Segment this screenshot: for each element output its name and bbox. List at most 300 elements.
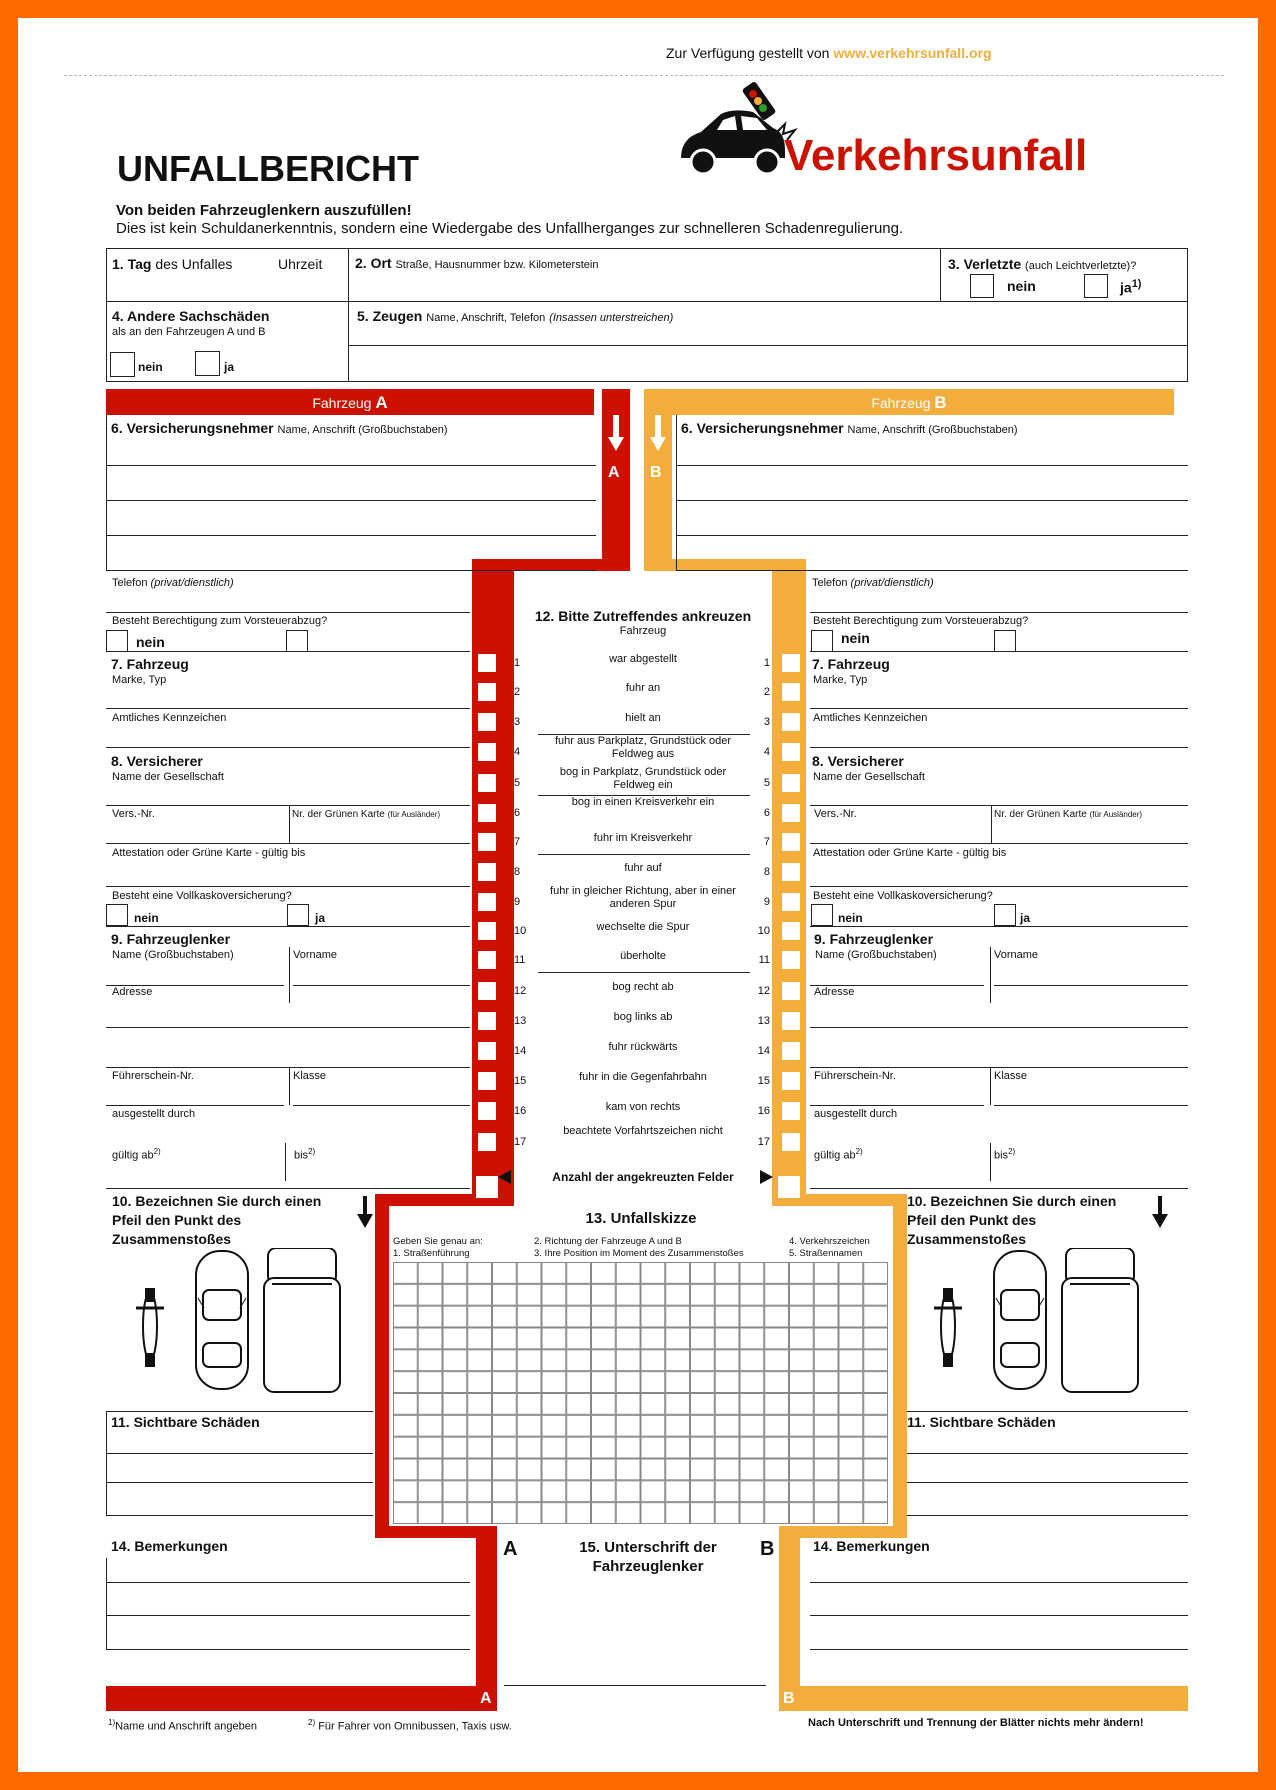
sketch-grid-cell[interactable] bbox=[666, 1415, 690, 1436]
sketch-grid-cell[interactable] bbox=[418, 1263, 442, 1284]
sketch-grid-cell[interactable] bbox=[418, 1350, 442, 1371]
sketch-grid-cell[interactable] bbox=[493, 1284, 517, 1305]
sketch-grid-cell[interactable] bbox=[542, 1481, 566, 1502]
sketch-grid-cell[interactable] bbox=[740, 1459, 764, 1480]
sketch-grid-cell[interactable] bbox=[839, 1394, 863, 1415]
sketch-grid-cell[interactable] bbox=[740, 1437, 764, 1458]
sketch-grid-cell[interactable] bbox=[839, 1372, 863, 1393]
sketch-grid-cell[interactable] bbox=[468, 1284, 492, 1305]
injured-yes-checkbox[interactable] bbox=[1084, 274, 1108, 298]
sketch-grid-cell[interactable] bbox=[790, 1394, 814, 1415]
sketch-grid-cell[interactable] bbox=[592, 1394, 616, 1415]
sketch-grid-cell[interactable] bbox=[616, 1263, 640, 1284]
sketch-grid-cell[interactable] bbox=[517, 1394, 541, 1415]
sketch-grid-cell[interactable] bbox=[691, 1263, 715, 1284]
sketch-grid-cell[interactable] bbox=[567, 1503, 591, 1524]
sketch-grid-cell[interactable] bbox=[418, 1372, 442, 1393]
sketch-grid-cell[interactable] bbox=[394, 1481, 418, 1502]
sketch-grid-cell[interactable] bbox=[765, 1372, 789, 1393]
sketch-grid-cell[interactable] bbox=[517, 1284, 541, 1305]
injured-no-label: nein bbox=[1007, 278, 1036, 294]
sketch-grid-cell[interactable] bbox=[814, 1306, 838, 1327]
sketch-grid-cell[interactable] bbox=[493, 1415, 517, 1436]
sketch-grid-cell[interactable] bbox=[715, 1394, 739, 1415]
sketch-grid-cell[interactable] bbox=[765, 1350, 789, 1371]
a-item-checkbox[interactable] bbox=[478, 683, 496, 701]
sketch-grid-cell[interactable] bbox=[765, 1394, 789, 1415]
sketch-grid-cell[interactable] bbox=[517, 1372, 541, 1393]
sketch-grid-cell[interactable] bbox=[517, 1459, 541, 1480]
sketch-grid-cell[interactable] bbox=[641, 1459, 665, 1480]
sketch-grid-cell[interactable] bbox=[814, 1394, 838, 1415]
sketch-grid-cell[interactable] bbox=[790, 1415, 814, 1436]
sketch-grid-cell[interactable] bbox=[542, 1437, 566, 1458]
sketch-grid-cell[interactable] bbox=[641, 1415, 665, 1436]
a-tax-yes-checkbox[interactable] bbox=[286, 630, 308, 652]
sketch-grid-cell[interactable] bbox=[641, 1350, 665, 1371]
sketch-grid-cell[interactable] bbox=[542, 1503, 566, 1524]
sketch-grid-cell[interactable] bbox=[394, 1459, 418, 1480]
sketch-grid-cell[interactable] bbox=[394, 1284, 418, 1305]
sketch-grid-cell[interactable] bbox=[443, 1503, 467, 1524]
sketch-grid-cell[interactable] bbox=[394, 1328, 418, 1349]
sketch-grid-cell[interactable] bbox=[418, 1284, 442, 1305]
a-tax-no-checkbox[interactable] bbox=[106, 630, 128, 652]
sketch-grid-cell[interactable] bbox=[765, 1481, 789, 1502]
sketch-grid-cell[interactable] bbox=[443, 1394, 467, 1415]
sketch-grid-cell[interactable] bbox=[666, 1394, 690, 1415]
sketch-grid-cell[interactable] bbox=[790, 1372, 814, 1393]
b-item-checkbox[interactable] bbox=[782, 654, 800, 672]
sketch-grid-cell[interactable] bbox=[616, 1284, 640, 1305]
sketch-grid-cell[interactable] bbox=[592, 1481, 616, 1502]
sketch-grid-cell[interactable] bbox=[443, 1437, 467, 1458]
a-item-checkbox[interactable] bbox=[478, 833, 496, 851]
sketch-grid-cell[interactable] bbox=[691, 1503, 715, 1524]
sketch-grid-cell[interactable] bbox=[443, 1481, 467, 1502]
sketch-grid-cell[interactable] bbox=[394, 1263, 418, 1284]
sketch-grid-cell[interactable] bbox=[394, 1306, 418, 1327]
b-item-checkbox[interactable] bbox=[782, 713, 800, 731]
sketch-grid-cell[interactable] bbox=[418, 1415, 442, 1436]
a-item-checkbox[interactable] bbox=[478, 743, 496, 761]
sketch-grid-cell[interactable] bbox=[691, 1481, 715, 1502]
sketch-grid-cell[interactable] bbox=[517, 1437, 541, 1458]
sketch-grid-cell[interactable] bbox=[418, 1503, 442, 1524]
sketch-grid-cell[interactable] bbox=[864, 1437, 888, 1458]
sketch-grid-cell[interactable] bbox=[790, 1459, 814, 1480]
signature-area[interactable] bbox=[504, 1558, 766, 1684]
sketch-grid-cell[interactable] bbox=[691, 1372, 715, 1393]
sketch-grid-cell[interactable] bbox=[493, 1306, 517, 1327]
b-kasko-yes-checkbox[interactable] bbox=[994, 904, 1016, 926]
sketch-grid-cell[interactable] bbox=[641, 1284, 665, 1305]
sketch-grid-cell[interactable] bbox=[864, 1415, 888, 1436]
sketch-grid-cell[interactable] bbox=[715, 1284, 739, 1305]
a-vehicle-diagram[interactable] bbox=[128, 1248, 368, 1398]
sketch-grid-cell[interactable] bbox=[616, 1503, 640, 1524]
sketch-grid-cell[interactable] bbox=[666, 1328, 690, 1349]
sketch-grid-cell[interactable] bbox=[493, 1328, 517, 1349]
sketch-grid-cell[interactable] bbox=[418, 1306, 442, 1327]
b-item-checkbox[interactable] bbox=[782, 1012, 800, 1030]
sketch-grid-cell[interactable] bbox=[691, 1306, 715, 1327]
sketch-grid-cell[interactable] bbox=[691, 1459, 715, 1480]
sketch-grid-cell[interactable] bbox=[666, 1350, 690, 1371]
sketch-grid-cell[interactable] bbox=[592, 1306, 616, 1327]
sketch-grid-cell[interactable] bbox=[864, 1306, 888, 1327]
sketch-grid-cell[interactable] bbox=[765, 1503, 789, 1524]
sketch-grid-cell[interactable] bbox=[394, 1394, 418, 1415]
sketch-grid-cell[interactable] bbox=[740, 1328, 764, 1349]
sketch-grid-cell[interactable] bbox=[468, 1328, 492, 1349]
sketch-grid-cell[interactable] bbox=[468, 1263, 492, 1284]
sketch-grid-cell[interactable] bbox=[641, 1437, 665, 1458]
sketch-grid-cell[interactable] bbox=[592, 1350, 616, 1371]
sketch-grid-cell[interactable] bbox=[864, 1350, 888, 1371]
sketch-grid-cell[interactable] bbox=[814, 1437, 838, 1458]
sketch-grid-cell[interactable] bbox=[567, 1350, 591, 1371]
sketch-grid-cell[interactable] bbox=[666, 1503, 690, 1524]
sketch-grid-cell[interactable] bbox=[666, 1263, 690, 1284]
sketch-grid-cell[interactable] bbox=[641, 1263, 665, 1284]
provided-link[interactable]: www.verkehrsunfall.org bbox=[833, 45, 992, 61]
sketch-grid-cell[interactable] bbox=[418, 1437, 442, 1458]
b-tax-no-checkbox[interactable] bbox=[811, 630, 833, 652]
a-item-checkbox[interactable] bbox=[478, 1012, 496, 1030]
item-number-a: 7 bbox=[514, 836, 521, 848]
b-item-checkbox[interactable] bbox=[782, 804, 800, 822]
sketch-grid-cell[interactable] bbox=[517, 1503, 541, 1524]
sketch-grid-cell[interactable] bbox=[790, 1328, 814, 1349]
sketch-grid-cell[interactable] bbox=[418, 1459, 442, 1480]
sketch-grid-cell[interactable] bbox=[542, 1394, 566, 1415]
sketch-grid-cell[interactable] bbox=[592, 1437, 616, 1458]
sketch-grid-cell[interactable] bbox=[394, 1503, 418, 1524]
sketch-grid-cell[interactable] bbox=[592, 1503, 616, 1524]
sketch-grid-cell[interactable] bbox=[691, 1415, 715, 1436]
sketch-grid-cell[interactable] bbox=[666, 1284, 690, 1305]
sketch-grid-cell[interactable] bbox=[517, 1263, 541, 1284]
sketch-grid-cell[interactable] bbox=[839, 1481, 863, 1502]
sketch-grid-cell[interactable] bbox=[864, 1263, 888, 1284]
sketch-grid-cell[interactable] bbox=[418, 1481, 442, 1502]
sketch-grid-cell[interactable] bbox=[814, 1328, 838, 1349]
sketch-grid-cell[interactable] bbox=[864, 1459, 888, 1480]
sketch-grid-cell[interactable] bbox=[616, 1328, 640, 1349]
sketch-grid-cell[interactable] bbox=[814, 1503, 838, 1524]
sketch-grid-cell[interactable] bbox=[567, 1372, 591, 1393]
sketch-grid-cell[interactable] bbox=[814, 1263, 838, 1284]
b-tax-yes-checkbox[interactable] bbox=[994, 630, 1016, 652]
sketch-grid-cell[interactable] bbox=[567, 1415, 591, 1436]
sketch-grid-cell[interactable] bbox=[443, 1306, 467, 1327]
sketch-grid[interactable] bbox=[393, 1262, 888, 1529]
sketch-grid-cell[interactable] bbox=[493, 1263, 517, 1284]
sketch-grid-cell[interactable] bbox=[517, 1328, 541, 1349]
sketch-grid-cell[interactable] bbox=[715, 1306, 739, 1327]
sketch-grid-cell[interactable] bbox=[666, 1372, 690, 1393]
sketch-grid-cell[interactable] bbox=[765, 1328, 789, 1349]
sketch-grid-cell[interactable] bbox=[814, 1481, 838, 1502]
sketch-grid-cell[interactable] bbox=[715, 1503, 739, 1524]
sketch-grid-cell[interactable] bbox=[443, 1284, 467, 1305]
sketch-grid-cell[interactable] bbox=[443, 1328, 467, 1349]
sketch-grid-cell[interactable] bbox=[864, 1328, 888, 1349]
sketch-grid-cell[interactable] bbox=[666, 1459, 690, 1480]
sketch-grid-cell[interactable] bbox=[765, 1284, 789, 1305]
sketch-grid-cell[interactable] bbox=[517, 1350, 541, 1371]
sketch-grid-cell[interactable] bbox=[715, 1437, 739, 1458]
a-item-checkbox[interactable] bbox=[478, 654, 496, 672]
a-item-checkbox[interactable] bbox=[478, 863, 496, 881]
b-item-checkbox[interactable] bbox=[782, 893, 800, 911]
sketch-grid-cell[interactable] bbox=[592, 1284, 616, 1305]
a-item-checkbox[interactable] bbox=[478, 922, 496, 940]
sketch-grid-cell[interactable] bbox=[691, 1394, 715, 1415]
sketch-grid-cell[interactable] bbox=[616, 1394, 640, 1415]
sketch-grid-cell[interactable] bbox=[567, 1263, 591, 1284]
sketch-grid-cell[interactable] bbox=[839, 1459, 863, 1480]
sketch-grid-cell[interactable] bbox=[443, 1350, 467, 1371]
sketch-grid-cell[interactable] bbox=[641, 1394, 665, 1415]
sketch-grid-cell[interactable] bbox=[517, 1306, 541, 1327]
damage-yes-checkbox[interactable] bbox=[195, 351, 220, 376]
sketch-grid-cell[interactable] bbox=[790, 1263, 814, 1284]
a-item-checkbox[interactable] bbox=[478, 951, 496, 969]
sketch-grid-cell[interactable] bbox=[567, 1394, 591, 1415]
a-count-box[interactable] bbox=[476, 1176, 498, 1198]
sketch-grid-cell[interactable] bbox=[864, 1481, 888, 1502]
a-item-checkbox[interactable] bbox=[478, 982, 496, 1000]
sketch-grid-cell[interactable] bbox=[517, 1481, 541, 1502]
sketch-grid-cell[interactable] bbox=[616, 1306, 640, 1327]
sketch-grid-cell[interactable] bbox=[839, 1284, 863, 1305]
sketch-grid-cell[interactable] bbox=[839, 1503, 863, 1524]
sketch-grid-cell[interactable] bbox=[567, 1481, 591, 1502]
sketch-grid-cell[interactable] bbox=[790, 1284, 814, 1305]
sketch-grid-cell[interactable] bbox=[592, 1372, 616, 1393]
a-kasko-yes-checkbox[interactable] bbox=[287, 904, 309, 926]
sketch-grid-cell[interactable] bbox=[839, 1263, 863, 1284]
a-item-checkbox[interactable] bbox=[478, 1133, 496, 1151]
sketch-grid-cell[interactable] bbox=[542, 1459, 566, 1480]
sketch-grid-cell[interactable] bbox=[468, 1394, 492, 1415]
sketch-grid-cell[interactable] bbox=[765, 1263, 789, 1284]
sketch-grid-cell[interactable] bbox=[616, 1350, 640, 1371]
sketch-grid-cell[interactable] bbox=[468, 1437, 492, 1458]
sketch-grid-cell[interactable] bbox=[394, 1437, 418, 1458]
sketch-grid-cell[interactable] bbox=[641, 1481, 665, 1502]
sketch-grid-cell[interactable] bbox=[468, 1415, 492, 1436]
sketch-grid-cell[interactable] bbox=[567, 1459, 591, 1480]
sketch-grid-cell[interactable] bbox=[641, 1306, 665, 1327]
sketch-grid-cell[interactable] bbox=[592, 1415, 616, 1436]
a-item-checkbox[interactable] bbox=[478, 774, 496, 792]
sketch-grid-cell[interactable] bbox=[418, 1328, 442, 1349]
sketch-grid-cell[interactable] bbox=[616, 1415, 640, 1436]
sketch-grid-cell[interactable] bbox=[814, 1372, 838, 1393]
sketch-grid-cell[interactable] bbox=[814, 1350, 838, 1371]
sketch-grid-cell[interactable] bbox=[468, 1350, 492, 1371]
damage-no-checkbox[interactable] bbox=[110, 352, 135, 377]
sketch-grid-cell[interactable] bbox=[468, 1306, 492, 1327]
b-item-checkbox[interactable] bbox=[782, 833, 800, 851]
sketch-grid-cell[interactable] bbox=[443, 1459, 467, 1480]
sketch-grid-cell[interactable] bbox=[542, 1350, 566, 1371]
injured-no-checkbox[interactable] bbox=[970, 274, 994, 298]
b-item-checkbox[interactable] bbox=[782, 1102, 800, 1120]
sketch-grid-cell[interactable] bbox=[715, 1372, 739, 1393]
sketch-grid-cell[interactable] bbox=[493, 1437, 517, 1458]
a-kasko-no-checkbox[interactable] bbox=[106, 904, 128, 926]
sketch-grid-cell[interactable] bbox=[691, 1328, 715, 1349]
sketch-grid-cell[interactable] bbox=[715, 1350, 739, 1371]
sketch-grid-cell[interactable] bbox=[542, 1284, 566, 1305]
sketch-grid-cell[interactable] bbox=[567, 1306, 591, 1327]
sketch-grid-cell[interactable] bbox=[814, 1459, 838, 1480]
sketch-grid-cell[interactable] bbox=[468, 1372, 492, 1393]
sketch-grid-cell[interactable] bbox=[740, 1415, 764, 1436]
s4-sub: als an den Fahrzeugen A und B bbox=[112, 326, 266, 338]
sketch-grid-cell[interactable] bbox=[394, 1372, 418, 1393]
sketch-grid-cell[interactable] bbox=[616, 1372, 640, 1393]
sketch-grid-cell[interactable] bbox=[567, 1437, 591, 1458]
sketch-grid-cell[interactable] bbox=[740, 1350, 764, 1371]
a-item-checkbox[interactable] bbox=[478, 804, 496, 822]
sketch-grid-cell[interactable] bbox=[715, 1263, 739, 1284]
sketch-grid-cell[interactable] bbox=[468, 1503, 492, 1524]
sketch-grid-cell[interactable] bbox=[592, 1459, 616, 1480]
path-b-sketch-right bbox=[893, 1194, 907, 1538]
sketch-grid-cell[interactable] bbox=[517, 1415, 541, 1436]
item-number-a: 13 bbox=[514, 1015, 527, 1027]
sketch-grid-cell[interactable] bbox=[864, 1372, 888, 1393]
sketch-grid-cell[interactable] bbox=[790, 1481, 814, 1502]
sketch-grid-cell[interactable] bbox=[443, 1372, 467, 1393]
b-license-label: Führerschein-Nr. bbox=[814, 1070, 896, 1082]
b-item-checkbox[interactable] bbox=[782, 922, 800, 940]
sketch-grid-cell[interactable] bbox=[765, 1459, 789, 1480]
sketch-grid-cell[interactable] bbox=[790, 1503, 814, 1524]
sketch-grid-cell[interactable] bbox=[542, 1328, 566, 1349]
sketch-grid-cell[interactable] bbox=[493, 1350, 517, 1371]
b-item-checkbox[interactable] bbox=[782, 863, 800, 881]
sketch-grid-cell[interactable] bbox=[567, 1284, 591, 1305]
sketch-grid-cell[interactable] bbox=[839, 1328, 863, 1349]
sketch-grid-cell[interactable] bbox=[468, 1459, 492, 1480]
b-item-checkbox[interactable] bbox=[782, 982, 800, 1000]
b-item-checkbox[interactable] bbox=[782, 683, 800, 701]
s4-title: 4. Andere Sachschäden bbox=[112, 308, 270, 324]
sketch-grid-cell[interactable] bbox=[765, 1437, 789, 1458]
sketch-grid-cell[interactable] bbox=[443, 1415, 467, 1436]
sketch-grid-cell[interactable] bbox=[715, 1481, 739, 1502]
sketch-grid-cell[interactable] bbox=[814, 1284, 838, 1305]
b-item-checkbox[interactable] bbox=[782, 743, 800, 761]
b-kasko-no-checkbox[interactable] bbox=[811, 904, 833, 926]
sketch-grid-cell[interactable] bbox=[765, 1306, 789, 1327]
sketch-grid-cell[interactable] bbox=[468, 1481, 492, 1502]
b-item-checkbox[interactable] bbox=[782, 774, 800, 792]
sketch-grid-cell[interactable] bbox=[493, 1503, 517, 1524]
sketch-grid-cell[interactable] bbox=[592, 1328, 616, 1349]
sketch-grid-cell[interactable] bbox=[740, 1503, 764, 1524]
sketch-grid-cell[interactable] bbox=[864, 1394, 888, 1415]
sketch-grid-cell[interactable] bbox=[567, 1328, 591, 1349]
sketch-grid-cell[interactable] bbox=[666, 1306, 690, 1327]
sketch-grid-cell[interactable] bbox=[715, 1415, 739, 1436]
b-item-checkbox[interactable] bbox=[782, 951, 800, 969]
sketch-grid-cell[interactable] bbox=[790, 1437, 814, 1458]
sketch-grid-cell[interactable] bbox=[740, 1394, 764, 1415]
sketch-grid-cell[interactable] bbox=[616, 1437, 640, 1458]
b-vehicle-diagram[interactable] bbox=[926, 1248, 1166, 1398]
a-item-checkbox[interactable] bbox=[478, 893, 496, 911]
sketch-grid-cell[interactable] bbox=[740, 1263, 764, 1284]
sketch-grid-cell[interactable] bbox=[740, 1372, 764, 1393]
sketch-grid-cell[interactable] bbox=[394, 1350, 418, 1371]
sketch-grid-cell[interactable] bbox=[493, 1481, 517, 1502]
a-item-checkbox[interactable] bbox=[478, 1102, 496, 1120]
sketch-grid-cell[interactable] bbox=[641, 1503, 665, 1524]
sketch-grid-cell[interactable] bbox=[493, 1372, 517, 1393]
b-count-box[interactable] bbox=[778, 1176, 800, 1198]
sketch-grid-cell[interactable] bbox=[616, 1459, 640, 1480]
sketch-grid-cell[interactable] bbox=[765, 1415, 789, 1436]
sketch-grid-cell[interactable] bbox=[641, 1328, 665, 1349]
sketch-grid-cell[interactable] bbox=[740, 1284, 764, 1305]
sketch-grid-cell[interactable] bbox=[691, 1350, 715, 1371]
sketch-grid-cell[interactable] bbox=[666, 1437, 690, 1458]
sketch-grid-cell[interactable] bbox=[864, 1284, 888, 1305]
sketch-grid-cell[interactable] bbox=[666, 1481, 690, 1502]
sketch-grid-cell[interactable] bbox=[790, 1350, 814, 1371]
sketch-grid-cell[interactable] bbox=[814, 1415, 838, 1436]
sketch-grid-cell[interactable] bbox=[715, 1459, 739, 1480]
sketch-grid-cell[interactable] bbox=[864, 1503, 888, 1524]
sketch-grid-cell[interactable] bbox=[418, 1394, 442, 1415]
sketch-grid-cell[interactable] bbox=[443, 1263, 467, 1284]
sketch-grid-cell[interactable] bbox=[691, 1284, 715, 1305]
sketch-grid-cell[interactable] bbox=[839, 1415, 863, 1436]
a-item-checkbox[interactable] bbox=[478, 1072, 496, 1090]
sketch-grid-cell[interactable] bbox=[493, 1459, 517, 1480]
sketch-grid-cell[interactable] bbox=[616, 1481, 640, 1502]
sketch-grid-cell[interactable] bbox=[691, 1437, 715, 1458]
sketch-grid-cell[interactable] bbox=[790, 1306, 814, 1327]
sketch-grid-cell[interactable] bbox=[641, 1372, 665, 1393]
sketch-grid-cell[interactable] bbox=[542, 1372, 566, 1393]
a-item-checkbox[interactable] bbox=[478, 713, 496, 731]
sketch-grid-cell[interactable] bbox=[542, 1263, 566, 1284]
sketch-grid-cell[interactable] bbox=[542, 1415, 566, 1436]
b-item-checkbox[interactable] bbox=[782, 1133, 800, 1151]
sketch-grid-cell[interactable] bbox=[542, 1306, 566, 1327]
sketch-grid-cell[interactable] bbox=[740, 1306, 764, 1327]
sketch-grid-cell[interactable] bbox=[839, 1350, 863, 1371]
sketch-grid-cell[interactable] bbox=[740, 1481, 764, 1502]
b-item-checkbox[interactable] bbox=[782, 1072, 800, 1090]
sketch-grid-cell[interactable] bbox=[592, 1263, 616, 1284]
b-item-checkbox[interactable] bbox=[782, 1042, 800, 1060]
sketch-grid-cell[interactable] bbox=[715, 1328, 739, 1349]
a-item-checkbox[interactable] bbox=[478, 1042, 496, 1060]
sketch-grid-cell[interactable] bbox=[493, 1394, 517, 1415]
sketch-grid-cell[interactable] bbox=[839, 1437, 863, 1458]
sketch-grid-cell[interactable] bbox=[394, 1415, 418, 1436]
sketch-grid-cell[interactable] bbox=[839, 1306, 863, 1327]
